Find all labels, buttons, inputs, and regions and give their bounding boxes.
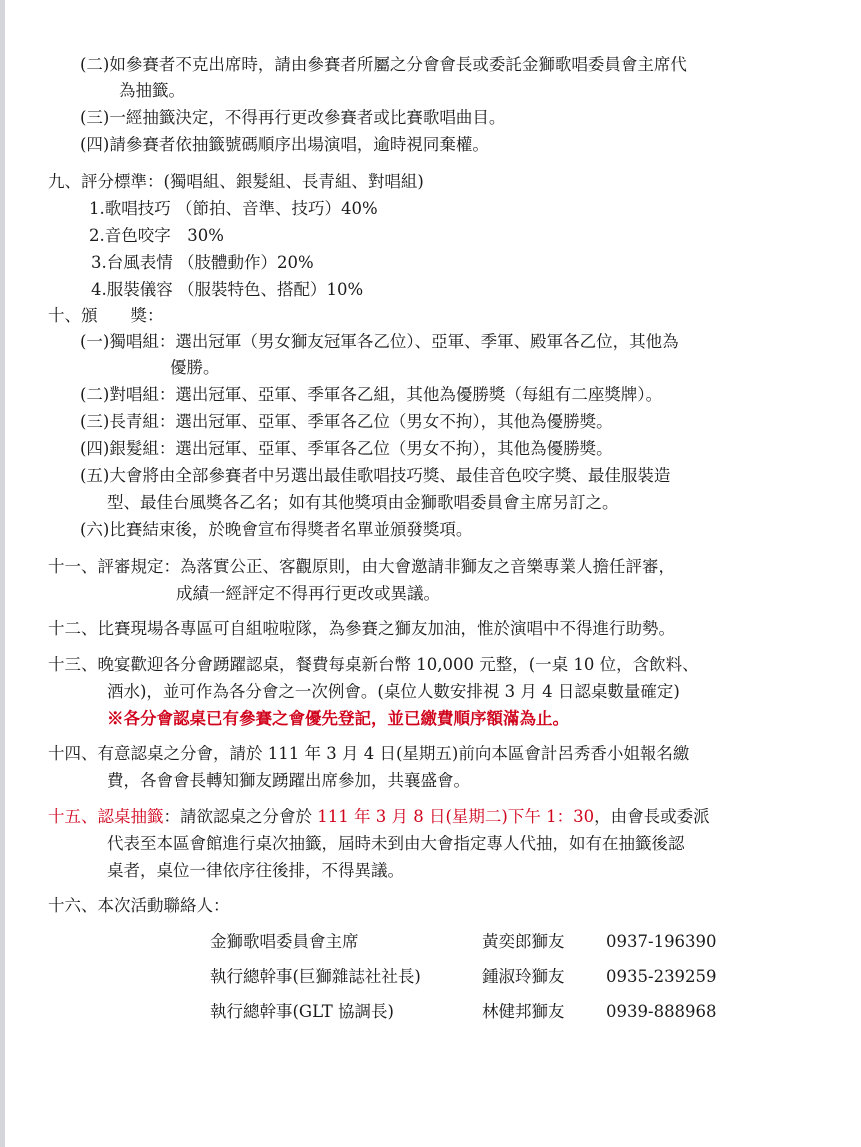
s12-line: 十二、比賽現場各專區可自組啦啦隊，為參賽之獅友加油，惟於演唱中不得進行助勢。 xyxy=(48,619,675,638)
s8-item4: (四)請參賽者依抽籤號碼順序出場演唱，逾時視同棄權。 xyxy=(80,135,489,154)
s15-line1 xyxy=(48,806,710,828)
s16-title: 十六、本次活動聯絡人： xyxy=(48,896,230,915)
s15-rest: ，由會長或委派 xyxy=(594,807,710,826)
s14-line2: 費，各會會長轉知獅友踴躍出席參加，共襄盛會。 xyxy=(107,771,470,790)
s11-line2: 成績一經評定不得再行更改或異議。 xyxy=(176,584,440,603)
s15-line3: 桌者，桌位一律依序往後排，不得異議。 xyxy=(107,861,404,880)
contact-name: 黃奕郎獅友 xyxy=(482,932,565,951)
s15-line2: 代表至本區會館進行桌次抽籤，屆時未到由大會指定專人代抽，如有在抽籤後認 xyxy=(107,834,685,853)
contact-phone: 0937-196390 xyxy=(606,932,717,951)
contact-role: 執行總幹事(GLT 協調長) xyxy=(210,1002,394,1021)
contact-name: 鍾淑玲獅友 xyxy=(482,967,565,986)
s9-item-4: 4.服裝儀容 （服裝特色、搭配）10% xyxy=(91,280,364,299)
contact-phone: 0939-888968 xyxy=(606,1002,717,1021)
contact-phone: 0935-239259 xyxy=(606,967,717,986)
s13-line2: 酒水)，並可作為各分會之一次例會。(桌位人數安排視 3 月 4 日認桌數量確定) xyxy=(107,682,680,701)
s15-prefix: 十五、 xyxy=(48,807,98,826)
s10-item5-line1: (五)大會將由全部參賽者中另選出最佳歌唱技巧獎、最佳音色咬字獎、最佳服裝造 xyxy=(80,466,671,485)
s15-mid: ：請欲認桌之分會於 xyxy=(163,807,318,826)
s10-item1-line2: 優勝。 xyxy=(170,358,220,377)
s15-label: 認桌抽籤 xyxy=(97,807,164,826)
contact-role: 金獅歌唱委員會主席 xyxy=(210,932,359,951)
s8-item3: (三)一經抽籤決定，不得再行更改參賽者或比賽歌唱曲目。 xyxy=(80,108,506,127)
s14-line1: 十四、有意認桌之分會，請於 111 年 3 月 4 日(星期五)前向本區會計呂秀香小姐報名繳 xyxy=(48,744,690,763)
s10-item4: (四)銀髮組：選出冠軍、亞軍、季軍各乙位（男女不拘），其他為優勝獎。 xyxy=(80,439,613,458)
s10-item5-line2: 型、最佳台風獎各乙名；如有其他獎項由金獅歌唱委員會主席另訂之。 xyxy=(107,493,619,512)
s15-date: 111 年 3 月 8 日(星期二)下午 1：30 xyxy=(317,807,595,826)
s9-item-1: 1.歌唱技巧 （節拍、音準、技巧）40% xyxy=(89,199,378,218)
s11-line1: 十一、評審規定：為落實公正、客觀原則，由大會邀請非獅友之音樂專業人擔任評審， xyxy=(48,557,675,576)
s13-notice: ※各分會認桌已有參賽之會優先登記，並已繳費順序額滿為止。 xyxy=(107,709,569,728)
s10-title: 十、頒 獎： xyxy=(48,306,164,325)
s13-line1: 十三、晚宴歡迎各分會踴躍認桌，餐費每桌新台幣 10,000 元整，(一桌 10 位，含飲料、 xyxy=(48,655,699,674)
page-left-edge xyxy=(0,0,5,1147)
s10-item6: (六)比賽結束後，於晚會宣布得獎者名單並頒發獎項。 xyxy=(80,520,473,539)
contact-name: 林健邦獅友 xyxy=(482,1002,565,1021)
s10-item1-line1: (一)獨唱組：選出冠軍（男女獅友冠軍各乙位）、亞軍、季軍、殿軍各乙位，其他為 xyxy=(80,332,679,351)
s10-item2: (二)對唱組：選出冠軍、亞軍、季軍各乙組，其他為優勝獎（每組有二座獎牌）。 xyxy=(80,385,663,404)
s10-item3: (三)長青組：選出冠軍、亞軍、季軍各乙位（男女不拘），其他為優勝獎。 xyxy=(80,412,613,431)
s8-item2-line2: 為抽籤。 xyxy=(119,81,185,100)
s9-item-2: 2.音色咬字 30% xyxy=(89,226,224,245)
s9-item-3: 3.台風表情 （肢體動作）20% xyxy=(91,253,314,272)
s9-title: 九、評分標準：(獨唱組、銀髮組、長青組、對唱組) xyxy=(48,172,424,191)
s8-item2-line1: (二)如參賽者不克出席時，請由參賽者所屬之分會會長或委託金獅歌唱委員會主席代 xyxy=(80,55,687,74)
contact-role: 執行總幹事(巨獅雜誌社社長) xyxy=(210,967,421,986)
